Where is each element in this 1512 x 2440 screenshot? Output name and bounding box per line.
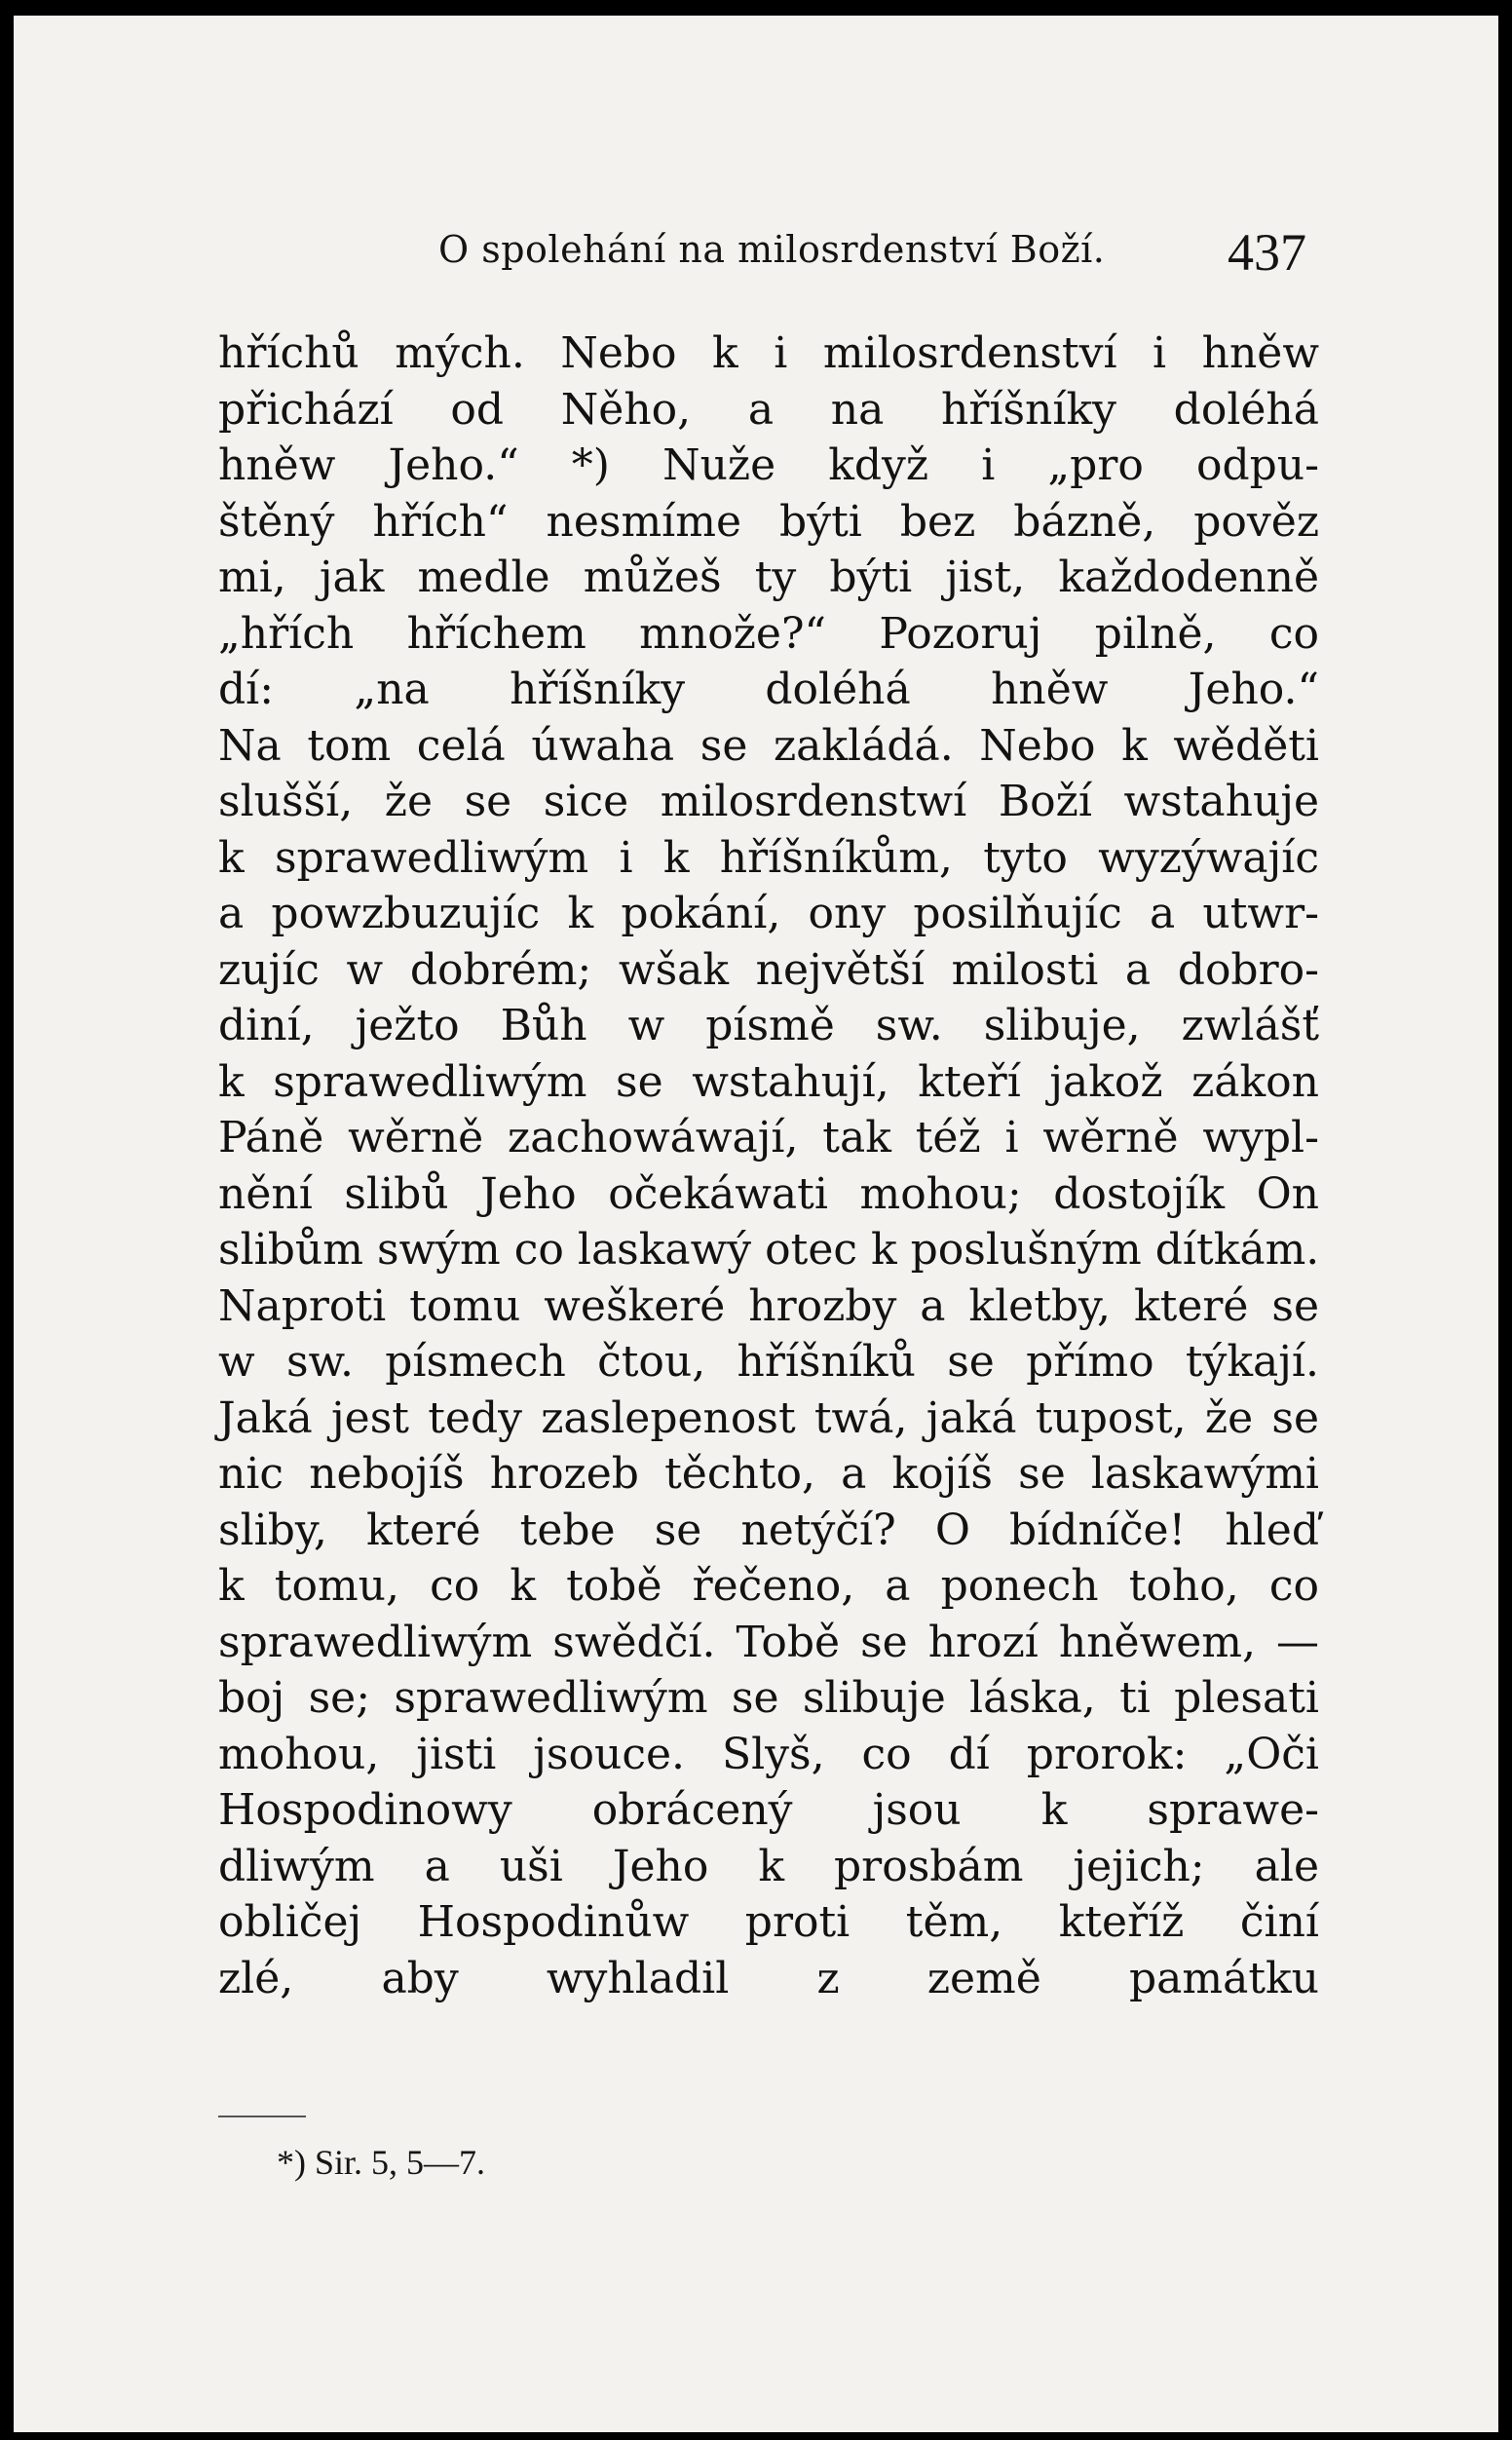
text-line: hříchů mých. Nebo k i milosrdenství i hněw: [218, 328, 1319, 378]
text-line: Páně wěrně zachowáwají, tak též i wěrně wypl-: [218, 1113, 1319, 1163]
text-line: boj se; sprawedliwým se slibuje láska, ti plesati: [218, 1673, 1319, 1723]
text-line: hněw Jeho.“ *) Nuže když i „pro odpu-: [218, 440, 1319, 490]
footnote: *) Sir. 5, 5—7.: [277, 2143, 486, 2182]
text-line: k sprawedliwým se wstahují, kteří jakož zákon: [218, 1056, 1319, 1107]
text-line: nic nebojíš hrozeb těchto, a kojíš se laskawými: [218, 1449, 1319, 1499]
text-line: k tomu, co k tobě řečeno, a ponech toho, co: [218, 1561, 1319, 1611]
text-line: k sprawedliwým i k hříšníkům, tyto wyzýwajíc: [218, 832, 1319, 883]
page-number: 437: [1228, 223, 1306, 282]
text-line: dliwým a uši Jeho k prosbám jejich; ale: [218, 1841, 1319, 1891]
text-line: mi, jak medle můžeš ty býti jist, každodenně: [218, 553, 1319, 602]
text-line: a powzbuzujíc k pokání, ony posilňujíc a utwr-: [218, 889, 1319, 938]
text-line: nění slibů Jeho očekáwati mohou; dostojík On: [218, 1168, 1319, 1219]
text-line: sprawedliwým swědčí. Tobě se hrozí hněwem, —: [218, 1617, 1319, 1667]
text-line: sliby, které tebe se netýčí? O bídníče! hleď: [218, 1505, 1319, 1555]
running-title: O spolehání na milosrdenství Boží.: [438, 228, 1106, 271]
footnote-rule: [218, 2116, 306, 2117]
text-line: slušší, že se sice milosrdenstwí Boží wstahuje: [218, 777, 1319, 826]
text-line: w sw. písmech čtou, hříšníků se přímo týkají.: [218, 1337, 1319, 1387]
text-line: přichází od Něho, a na hříšníky doléhá: [218, 384, 1319, 435]
text-line: zlé, aby wyhladil z země památku: [218, 1953, 1319, 2003]
text-line: Hospodinowy obrácený jsou k sprawe-: [218, 1785, 1319, 1835]
text-line: „hřích hříchem množe?“ Pozoruj pilně, co: [218, 608, 1319, 659]
text-line: obličej Hospodinůw proti těm, kteříž činí: [218, 1897, 1319, 1947]
text-line: štěný hřích“ nesmíme býti bez bázně, pověz: [218, 496, 1319, 547]
body-text: [218, 325, 1319, 2006]
text-line: mohou, jisti jsouce. Slyš, co dí prorok: „Oči: [218, 1729, 1319, 1779]
text-line: Jaká jest tedy zaslepenost twá, jaká tupost, že se: [218, 1392, 1319, 1443]
text-line: slibům swým co laskawý otec k poslušným dítkám.: [218, 1225, 1320, 1275]
book-page: [14, 16, 1498, 2432]
text-line: Naproti tomu weškeré hrozby a kletby, které se: [218, 1280, 1319, 1331]
text-line: dí: „na hříšníky doléhá hněw Jeho.“: [218, 665, 1319, 714]
text-line: zujíc w dobrém; wšak největší milosti a dobro-: [218, 944, 1319, 995]
text-line: diní, ježto Bůh w písmě sw. slibuje, zwlášť: [218, 1001, 1319, 1050]
text-line: Na tom celá úwaha se zakládá. Nebo k wěděti: [218, 720, 1319, 771]
